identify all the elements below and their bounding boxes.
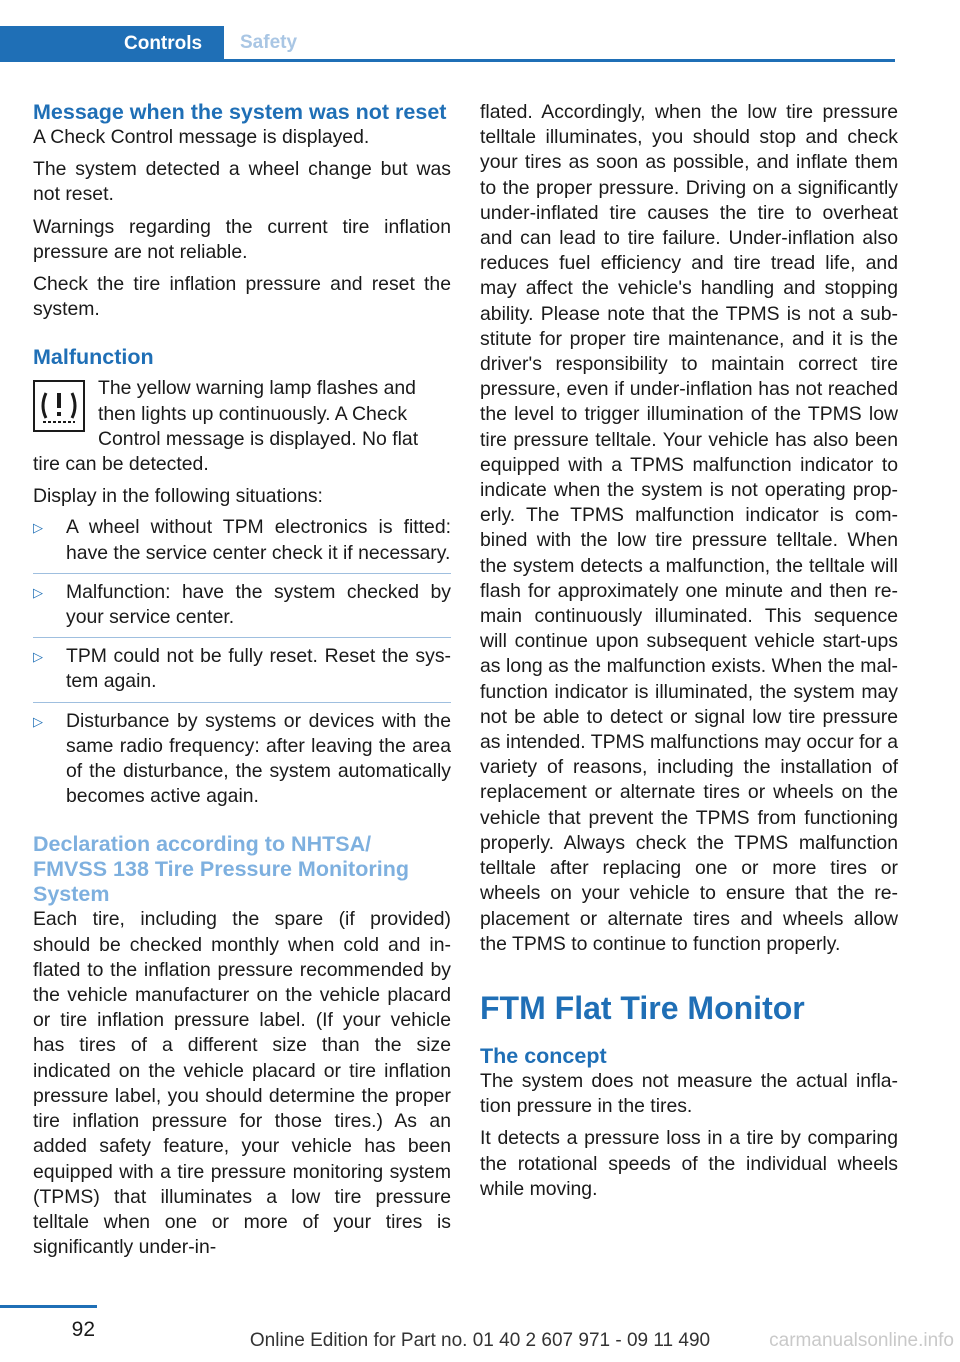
paragraph: The yellow warning lamp flashes and then lights up continuously. A Check Control message is displayed. No flat	[98, 377, 419, 450]
paragraph: tire can be detected.	[33, 453, 209, 476]
edition-text: Online Edition for Part no. 01 40 2 607 971 - 09 11 490	[249, 1330, 711, 1351]
paragraph: The system does not measure the actual inflation pressure in the tires.	[480, 1069, 898, 1118]
list-item: ▷ A wheel without TPM electronics is fitted: have the service center check it if necessary.	[33, 509, 451, 573]
triangle-right-icon: ▷	[33, 649, 43, 665]
right-column	[480, 100, 898, 1209]
paragraph: Display in the following situations:	[33, 485, 323, 508]
paragraph: A Check Control message is displayed.	[33, 126, 370, 148]
heading-ftm: FTM Flat Tire Monitor	[480, 989, 805, 1026]
triangle-right-icon: ▷	[33, 520, 43, 536]
watermark: carmanualsonline.info	[769, 1330, 954, 1351]
footer-rule	[0, 1305, 97, 1308]
tire-pressure-warning-icon	[33, 380, 85, 432]
heading-declaration: Declaration according to NHTSA/ FMVSS 138 Tire Pressure Monitoring System	[33, 832, 409, 907]
header-tabbar	[0, 26, 895, 62]
list-item: ▷ Disturbance by systems or devices with the same radio frequency: after leaving the area of the disturbance, the system automatically becomes active again.	[33, 703, 451, 817]
paragraph: It detects a pressure loss in a tire by comparing the rotational speeds of the individual wheels while moving.	[480, 1127, 898, 1200]
list-item: ▷ TPM could not be fully reset. Reset the system again.	[33, 638, 451, 702]
warning-block	[33, 376, 451, 452]
paragraph: Each tire, including the spare (if provided) should be checked monthly when cold and inflated to the inflation pressure recommended by the vehicle manufacturer on the vehicle placard or tire inflation pressure label. (If your vehicle has tires of a different size than the size indicated on the vehicle placard or tire inflation pressure label, you should determine the proper tire inflation pressure for those tires.) As an added safety feature, your vehicle has been equipped with a tire pressure monitoring system (TPMS) that illuminates a low tire pressure telltale when one or more of your tires is significantly under-in-	[33, 908, 451, 1259]
paragraph: Check the tire inflation pressure and reset the system.	[33, 273, 451, 321]
tab-safety[interactable]: Safety	[240, 31, 298, 53]
paragraph: The system detected a wheel change but was not reset.	[33, 158, 451, 206]
situation-list	[33, 509, 451, 816]
heading-malfunction: Malfunction	[33, 345, 154, 370]
left-column	[33, 100, 451, 1267]
page-number: 92	[71, 1318, 95, 1341]
triangle-right-icon: ▷	[33, 713, 43, 729]
paragraph: flated. Accordingly, when the low tire pressure telltale illuminates, you should stop and check your tires as soon as possible, and inflate them to the proper pressure. Driving on a significantly under-inflated tire causes the tire to overheat and can lead to tire failure. Under-inflation also reduces fuel efficiency and tire tread life, and may affect the vehicle's handling and stopping ability. Please note that the TPMS is not a substitute for proper tire maintenance, and it is the driver's responsibility to maintain correct tire pressure, even if under-inflation has not reached the level to trigger illumination of the TPMS low tire pressure telltale. Your vehicle has also been equipped with a TPMS malfunction indicator to indicate when the system is not operating properly. The TPMS malfunction indicator is combined with the low tire pressure telltale. When the system detects a malfunction, the telltale will flash for approximately one minute and then remain continuously illuminated. This sequence will continue upon subsequent vehicle start-ups as long as the malfunction exists. When the malfunction indicator is illuminated, the system may not be able to detect or signal low tire pressure as intended. TPMS malfunctions may occur for a variety of reasons, including the installation of replacement or alternate tires or wheels on the vehicle that prevent the TPMS from functioning properly. Always check the TPMS malfunction telltale after replacing one or more tires or wheels on your vehicle to ensure that the replacement or alternate tires and wheels allow the TPMS to continue to function properly.	[480, 101, 898, 955]
heading-concept: The concept	[480, 1043, 607, 1068]
heading-not-reset: Message when the system was not reset	[33, 100, 447, 124]
triangle-right-icon: ▷	[33, 584, 43, 600]
paragraph: Warnings regarding the current tire inflation pressure are not reliable.	[33, 215, 451, 263]
header-rule	[0, 59, 895, 62]
list-item: ▷ Malfunction: have the system checked by your service center.	[33, 574, 451, 638]
tab-controls[interactable]: Controls	[0, 26, 224, 62]
